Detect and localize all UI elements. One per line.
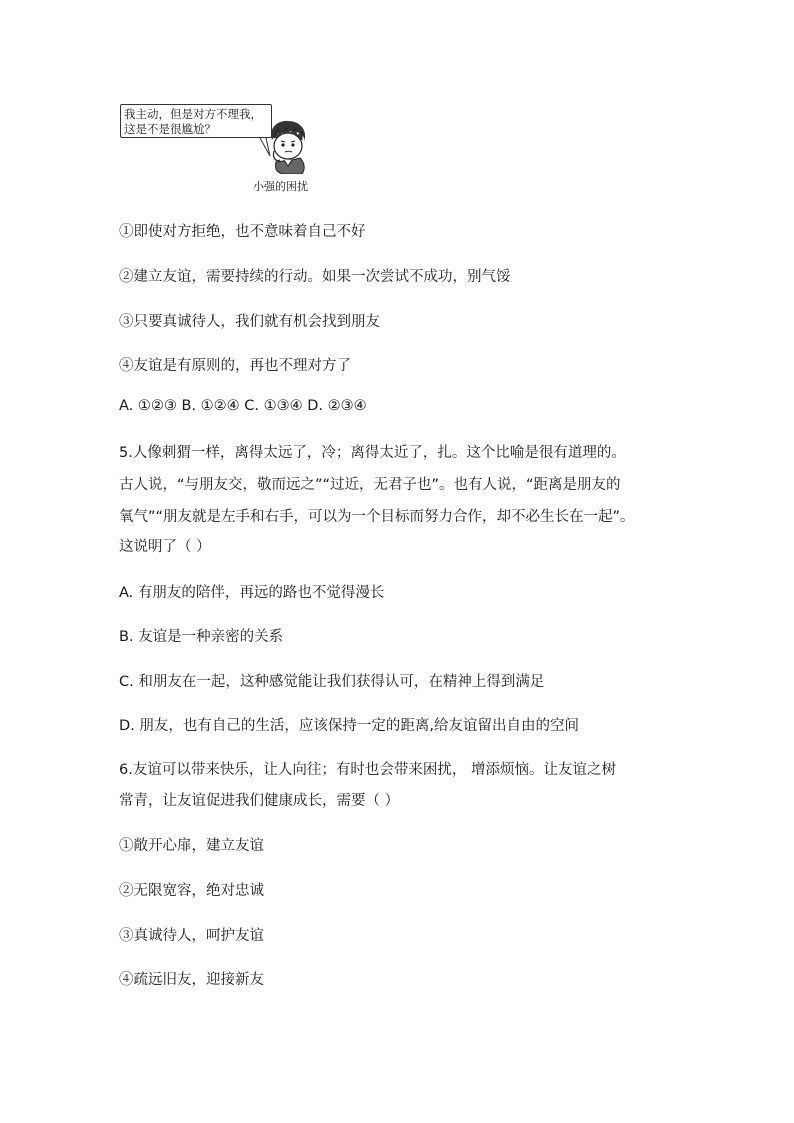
q6-option-1: ①敞开心扉，建立友谊 xyxy=(119,838,264,854)
q5-stem-line-2: 古人说，“与朋友交，敬而远之”“过近，无君子也”。也有人说，“距离是朋友的 xyxy=(119,477,621,493)
cartoon-figure xyxy=(120,104,320,194)
q6-option-3: ③真诚待人，呵护友谊 xyxy=(119,928,264,944)
q4-choices: A. ①②③ B. ①②④ C. ①③④ D. ②③④ xyxy=(119,398,367,414)
q5-stem-line-1: 5.人像刺猬一样，离得太远了，冷；离得太近了，扎。这个比喻是很有道理的。 xyxy=(119,445,626,461)
q4-option-4: ④友谊是有原则的，再也不理对方了 xyxy=(119,358,351,374)
q6-option-2: ②无限宽容，绝对忠诚 xyxy=(119,883,264,899)
q5-option-c: C. 和朋友在一起，这种感觉能让我们获得认可，在精神上得到满足 xyxy=(119,674,545,690)
q5-stem-line-4: 这说明了（ ） xyxy=(119,539,211,555)
q6-option-4: ④疏远旧友，迎接新友 xyxy=(119,972,264,988)
q5-option-a: A. 有朋友的陪伴，再远的路也不觉得漫长 xyxy=(119,585,385,601)
q5-option-b: B. 友谊是一种亲密的关系 xyxy=(119,629,284,645)
q4-option-1: ①即使对方拒绝，也不意味着自己不好 xyxy=(119,224,366,240)
q5-stem-line-3: 氧气”“朋友就是左手和右手，可以为一个目标而努力合作，却不必生长在一起”。 xyxy=(119,509,635,525)
q6-stem-line-1: 6.友谊可以带来快乐，让人向往；有时也会带来困扰， 增添烦恼。让友谊之树 xyxy=(119,762,616,778)
q6-stem-line-2: 常青，让友谊促进我们健康成长，需要（ ） xyxy=(119,793,400,809)
boy-illustration xyxy=(262,118,312,174)
q4-option-2: ②建立友谊，需要持续的行动。如果一次尝试不成功，别气馁 xyxy=(119,269,511,285)
speech-bubble xyxy=(120,104,272,138)
q4-option-3: ③只要真诚待人，我们就有机会找到朋友 xyxy=(119,314,380,330)
figure-caption: 小强的困扰 xyxy=(253,180,308,193)
q5-option-d: D. 朋友，也有自己的生活，应该保持一定的距离,给友谊留出自由的空间 xyxy=(119,718,579,734)
bubble-line-2: 这是不是很尴尬？ xyxy=(124,122,216,136)
bubble-line-1: 我主动，但是对方不理我， xyxy=(124,107,262,121)
